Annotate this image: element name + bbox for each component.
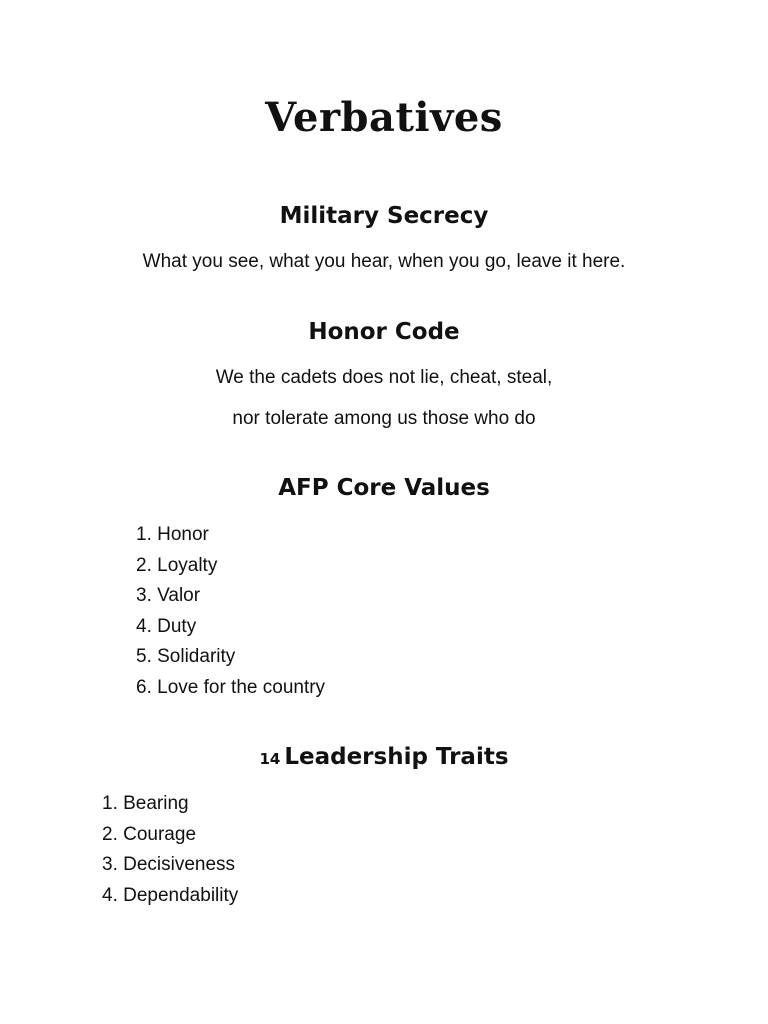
leadership-traits-title: Leadership Traits [284,744,509,770]
honor-code-line-1: We the cadets does not lie, cheat, steal, [215,367,553,388]
honor-code-line-2: nor tolerate among us those who do [232,408,536,429]
military-secrecy-text: What you see, what you hear, when you go, leave it here. [142,251,626,272]
list-item: 3. Decisiveness [102,854,236,876]
page-title: Verbatives [265,94,503,141]
list-item: 2. Courage [102,823,197,845]
leadership-traits-heading [0,744,768,770]
list-item: 1. Honor [136,524,209,545]
list-item: 2. Loyalty [136,554,218,576]
leadership-traits-count: 14 [259,750,281,768]
military-secrecy-heading: Military Secrecy [279,203,489,229]
afp-core-values-heading: AFP Core Values [278,475,490,501]
list-item: 6. Love for the country [136,676,326,698]
list-item: 4. Dependability [102,884,239,906]
afp-core-values-list [136,520,325,704]
list-item: 1. Bearing [102,793,189,814]
list-item: 3. Valor [136,585,201,607]
list-item: 4. Duty [136,615,197,637]
honor-code-heading: Honor Code [308,319,460,345]
list-item: 5. Solidarity [136,646,236,668]
leadership-traits-list [102,789,238,911]
